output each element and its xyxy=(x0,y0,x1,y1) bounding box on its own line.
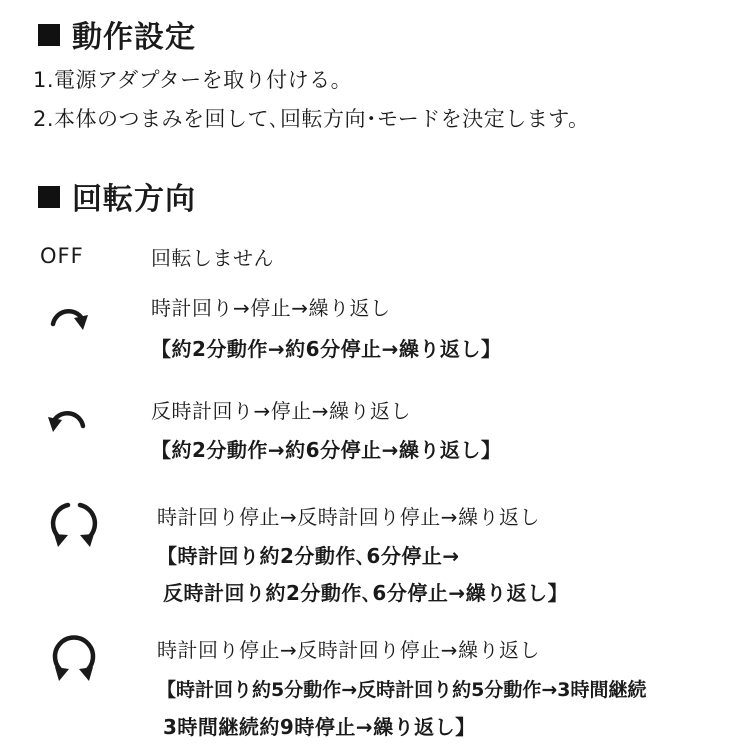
mode-4-line-2: 【時計回り約5分動作→反時計回り約5分動作→3時間継続 xyxy=(157,679,647,701)
mode-4-line-3: 3時間継続約9時停止→繰り返し】 xyxy=(163,715,476,739)
mode-3-line-2: 【時計回り約2分動作､6分停止→ xyxy=(157,544,460,568)
section-bullet-square xyxy=(38,24,60,46)
mode-1-line-1: 時計回り→停止→繰り返し xyxy=(151,296,391,320)
off-label: OFF xyxy=(40,244,84,268)
section-title-operation-settings: 動作設定 xyxy=(72,20,196,55)
section-bullet-square xyxy=(38,186,60,208)
counterclockwise-arrow-icon xyxy=(43,395,93,445)
mode-3-line-3: 反時計回り約2分動作､6分停止→繰り返し】 xyxy=(163,581,569,605)
section-title-rotation-direction: 回転方向 xyxy=(72,182,196,217)
mode-2-line-1: 反時計回り→停止→繰り返し xyxy=(151,399,412,423)
continuous-alternating-rotation-icon xyxy=(48,628,100,684)
mode-4-line-1: 時計回り停止→反時計回り停止→繰り返し xyxy=(157,638,541,662)
mode-2-line-2: 【約2分動作→約6分停止→繰り返し】 xyxy=(151,438,502,462)
off-description: 回転しません xyxy=(151,246,274,270)
clockwise-arrow-icon xyxy=(43,293,93,343)
step-1-text: 1.電源アダプターを取り付ける。 xyxy=(33,68,353,92)
step-2-text: 2.本体のつまみを回して､回転方向･モードを決定します。 xyxy=(33,107,590,131)
alternating-rotation-icon xyxy=(48,497,100,551)
mode-1-line-2: 【約2分動作→約6分停止→繰り返し】 xyxy=(151,337,502,361)
mode-3-line-1: 時計回り停止→反時計回り停止→繰り返し xyxy=(157,505,541,529)
